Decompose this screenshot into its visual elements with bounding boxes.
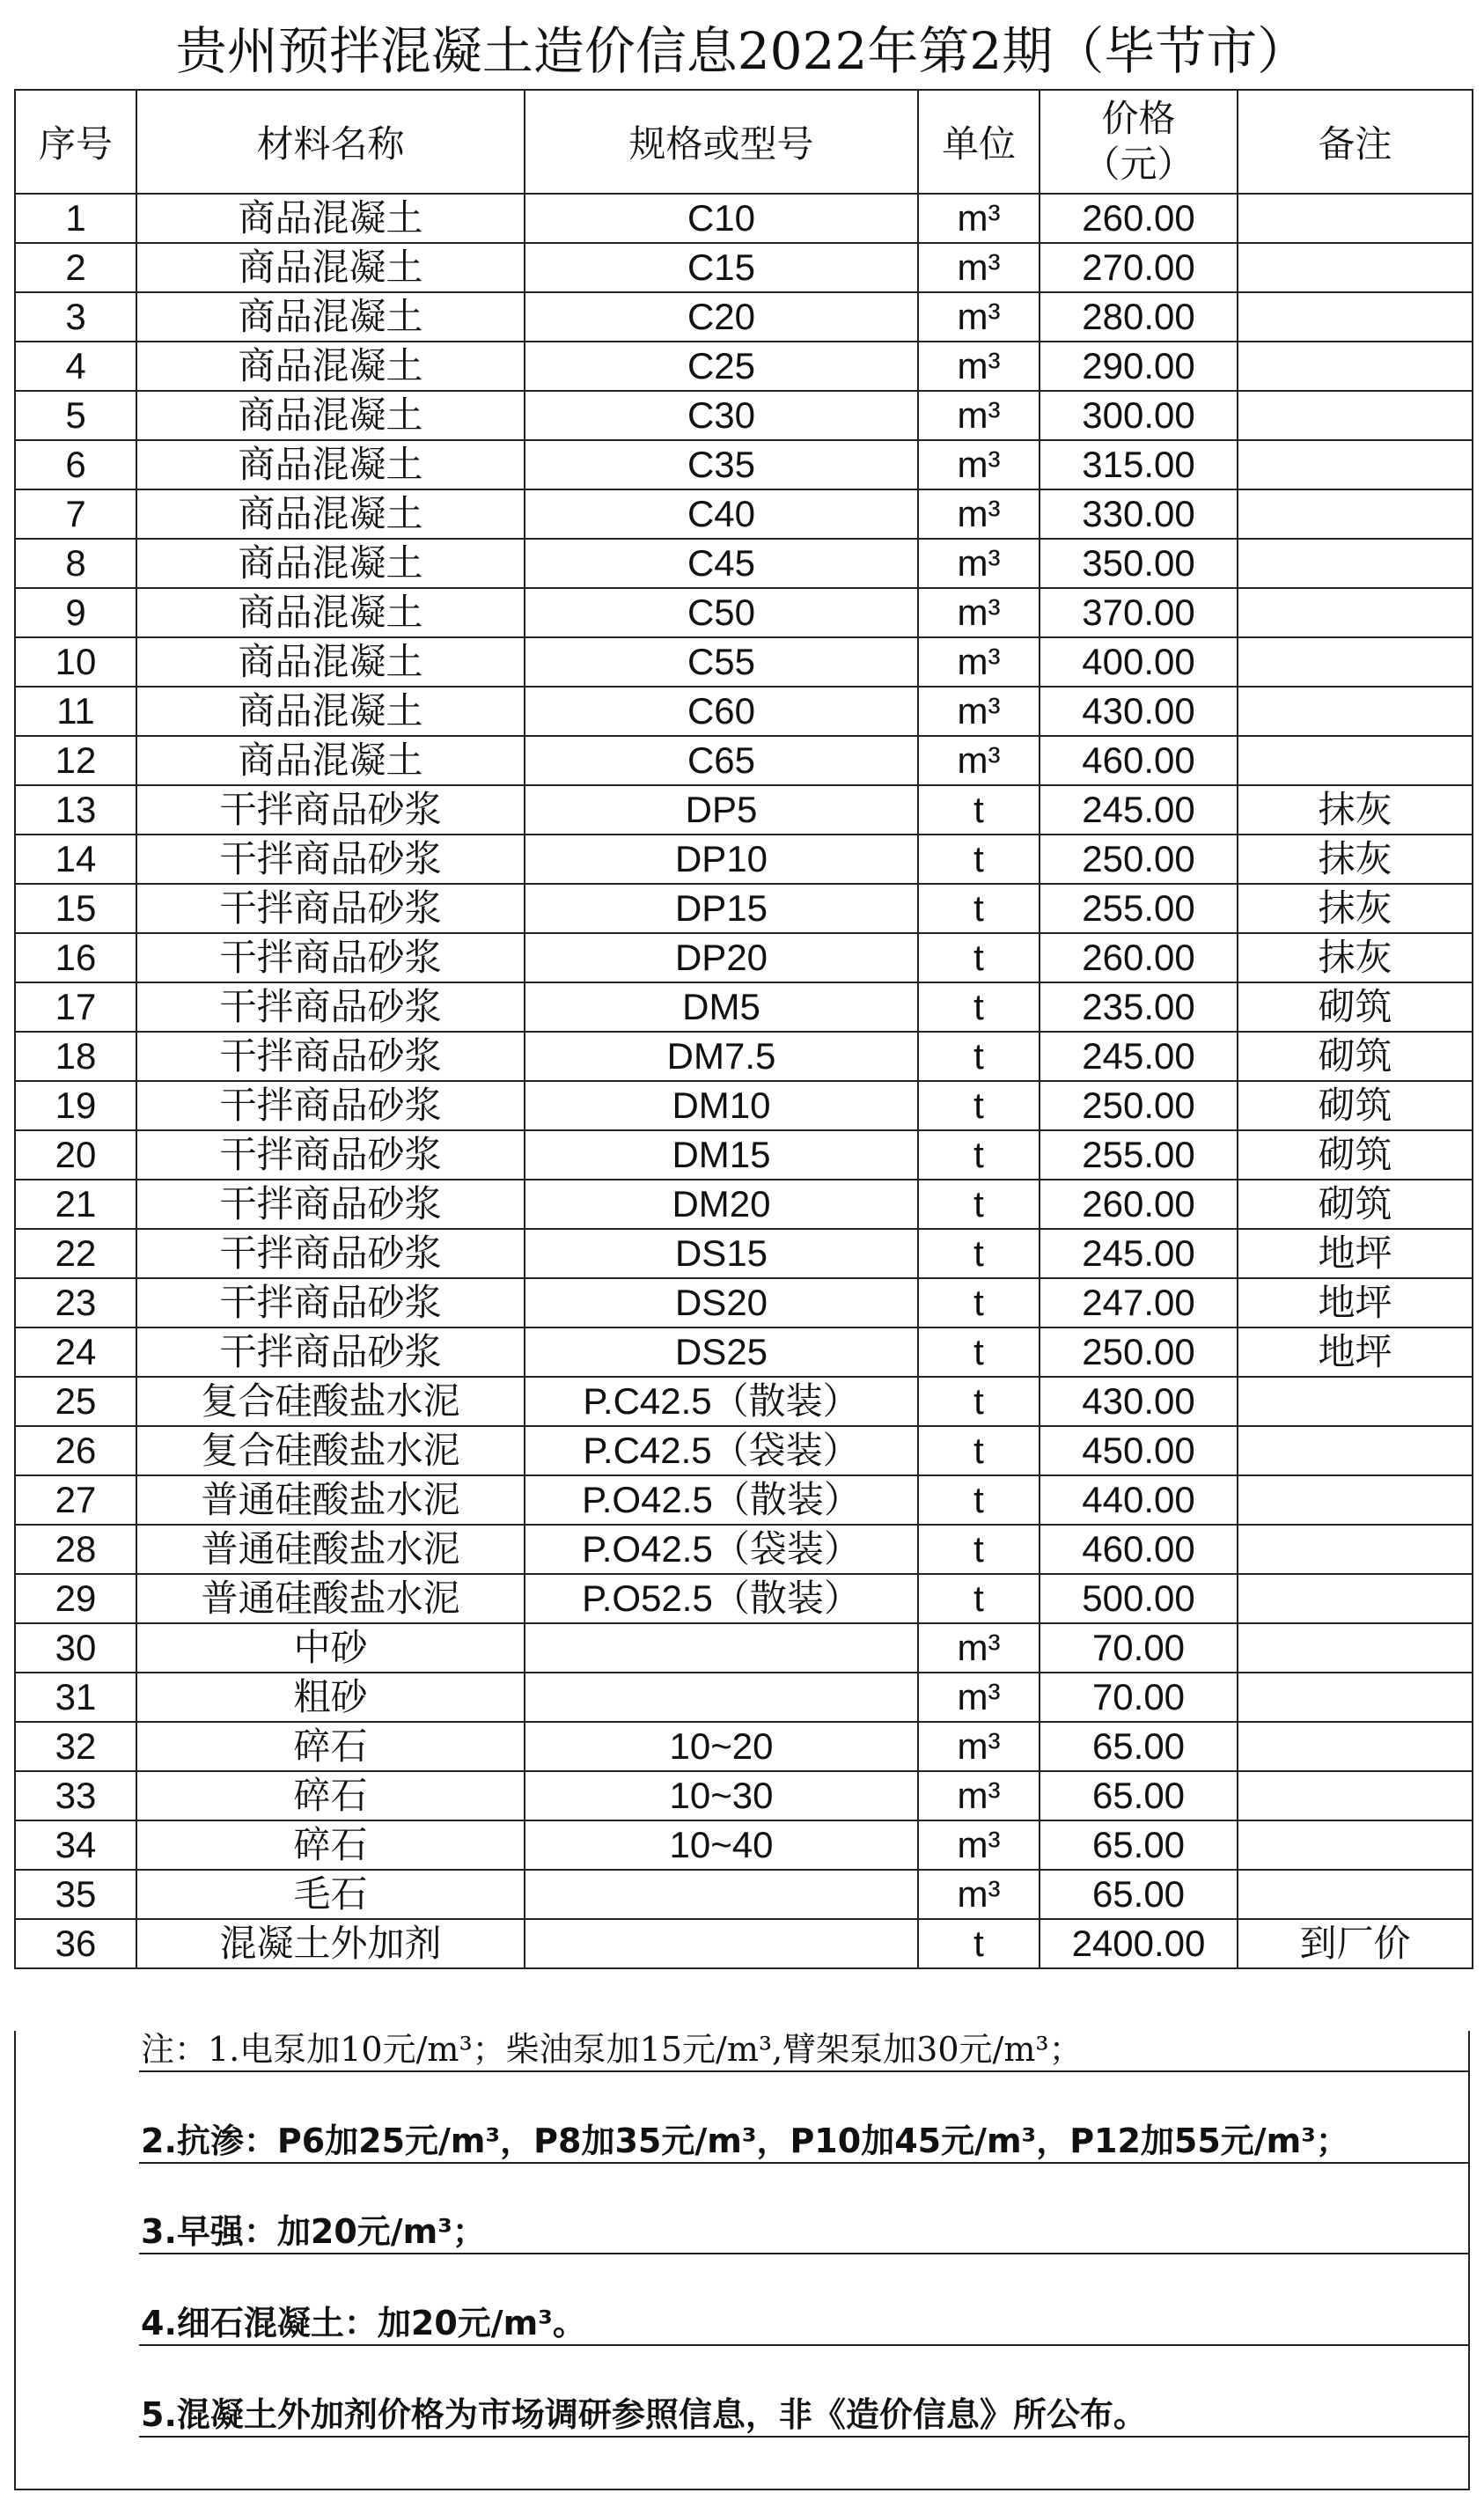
cell-material-name: 商品混凝土 [136,588,525,637]
cell-price: 65.00 [1040,1820,1238,1870]
table-row [15,243,1473,292]
cell-remark [1238,1623,1473,1673]
cell-price: 260.00 [1040,194,1238,243]
cell-price: 250.00 [1040,835,1238,884]
cell-remark: 地坪 [1238,1229,1473,1278]
cell-unit: m³ [918,1673,1040,1722]
cell-spec: DS15 [525,1229,918,1278]
cell-spec: C20 [525,292,918,342]
cell-spec: C25 [525,342,918,391]
cell-remark: 砌筑 [1238,1032,1473,1081]
cell-price: 280.00 [1040,292,1238,342]
cell-remark [1238,1525,1473,1574]
table-row [15,1377,1473,1426]
table-row [15,1574,1473,1623]
cell-material-name: 干拌商品砂浆 [136,1180,525,1229]
cell-seq: 24 [15,1327,136,1377]
cell-material-name: 中砂 [136,1623,525,1673]
cell-unit: t [918,1278,1040,1327]
cell-unit: m³ [918,1771,1040,1820]
cell-spec: C30 [525,391,918,440]
cell-remark [1238,194,1473,243]
cell-price: 440.00 [1040,1475,1238,1525]
cell-unit: t [918,1032,1040,1081]
cell-unit: t [918,1919,1040,1968]
cell-seq: 33 [15,1771,136,1820]
page-title: 贵州预拌混凝土造价信息2022年第2期（毕节市） [175,21,1309,81]
table-row [15,1327,1473,1377]
cell-spec: 10~40 [525,1820,918,1870]
cell-seq: 4 [15,342,136,391]
cell-material-name: 碎石 [136,1820,525,1870]
table-row [15,539,1473,588]
cell-unit: m³ [918,489,1040,539]
table-row [15,1475,1473,1525]
table-row [15,1870,1473,1919]
cell-remark [1238,1820,1473,1870]
cell-material-name: 干拌商品砂浆 [136,1081,525,1130]
cell-spec: C15 [525,243,918,292]
cell-remark: 抹灰 [1238,884,1473,933]
cell-remark [1238,1475,1473,1525]
cell-unit: t [918,835,1040,884]
table-row [15,1623,1473,1673]
cell-spec: C40 [525,489,918,539]
table-row [15,884,1473,933]
cell-unit: t [918,1426,1040,1475]
cell-material-name: 复合硅酸盐水泥 [136,1426,525,1475]
cell-material-name: 商品混凝土 [136,489,525,539]
cell-price: 370.00 [1040,588,1238,637]
cell-spec: C60 [525,687,918,736]
cell-remark: 砌筑 [1238,1130,1473,1180]
cell-spec: P.O42.5（袋装） [525,1525,918,1574]
cell-material-name: 商品混凝土 [136,440,525,489]
cell-remark [1238,342,1473,391]
cell-seq: 21 [15,1180,136,1229]
cell-remark [1238,391,1473,440]
table-row [15,1919,1473,1968]
cell-remark: 砌筑 [1238,1081,1473,1130]
table-row [15,1525,1473,1574]
cell-remark [1238,1574,1473,1623]
cell-price: 430.00 [1040,687,1238,736]
cell-material-name: 普通硅酸盐水泥 [136,1525,525,1574]
cell-remark: 抹灰 [1238,933,1473,982]
cell-seq: 32 [15,1722,136,1771]
cell-unit: t [918,933,1040,982]
cell-seq: 8 [15,539,136,588]
cell-price: 70.00 [1040,1623,1238,1673]
cell-material-name: 商品混凝土 [136,637,525,687]
cell-spec: C10 [525,194,918,243]
header-price-line2: （元） [1083,143,1194,186]
cell-seq: 14 [15,835,136,884]
cell-remark: 砌筑 [1238,982,1473,1032]
table-row [15,1673,1473,1722]
cell-unit: m³ [918,736,1040,785]
note-5: 5.混凝土外加剂价格为市场调研参照信息，非《造价信息》所公布。 [141,2395,1147,2434]
note-1: 注：1.电泵加10元/m³；柴油泵加15元/m³,臂架泵加30元/m³； [141,2030,1083,2069]
table-row [15,1820,1473,1870]
cell-price: 245.00 [1040,785,1238,835]
cell-spec: DP15 [525,884,918,933]
cell-price: 247.00 [1040,1278,1238,1327]
cell-spec: 10~20 [525,1722,918,1771]
cell-spec: DS20 [525,1278,918,1327]
cell-remark [1238,1870,1473,1919]
cell-price: 245.00 [1040,1032,1238,1081]
cell-remark [1238,1771,1473,1820]
table-row [15,342,1473,391]
table-row [15,391,1473,440]
cell-material-name: 干拌商品砂浆 [136,1278,525,1327]
note-4: 4.细石混凝土：加20元/m³。 [141,2304,586,2342]
table-row [15,440,1473,489]
table-row [15,1229,1473,1278]
table-row [15,489,1473,539]
cell-spec: DM7.5 [525,1032,918,1081]
cell-material-name: 商品混凝土 [136,539,525,588]
note-rule [139,2344,1470,2388]
cell-unit: t [918,1377,1040,1426]
cell-material-name: 干拌商品砂浆 [136,884,525,933]
table-row [15,835,1473,884]
header-price [1040,90,1238,194]
cell-price: 65.00 [1040,1870,1238,1919]
header-spec: 规格或型号 [525,90,918,194]
cell-spec: P.C42.5（袋装） [525,1426,918,1475]
cell-remark [1238,539,1473,588]
cell-seq: 20 [15,1130,136,1180]
cell-material-name: 毛石 [136,1870,525,1919]
cell-remark [1238,243,1473,292]
cell-seq: 3 [15,292,136,342]
cell-remark: 地坪 [1238,1327,1473,1377]
note-rule [139,2253,1470,2297]
cell-seq: 10 [15,637,136,687]
cell-price: 430.00 [1040,1377,1238,1426]
cell-seq: 23 [15,1278,136,1327]
cell-price: 290.00 [1040,342,1238,391]
cell-spec: C45 [525,539,918,588]
cell-remark [1238,292,1473,342]
cell-seq: 19 [15,1081,136,1130]
cell-seq: 5 [15,391,136,440]
table-row [15,1278,1473,1327]
cell-material-name: 粗砂 [136,1673,525,1722]
cell-unit: m³ [918,391,1040,440]
cell-price: 460.00 [1040,1525,1238,1574]
cell-seq: 34 [15,1820,136,1870]
cell-material-name: 干拌商品砂浆 [136,1032,525,1081]
note-2: 2.抗渗：P6加25元/m³，P8加35元/m³，P10加45元/m³，P12加55元/m³； [141,2122,1349,2160]
cell-unit: m³ [918,243,1040,292]
cell-material-name: 碎石 [136,1771,525,1820]
cell-spec: C50 [525,588,918,637]
cell-unit: m³ [918,1870,1040,1919]
cell-price: 255.00 [1040,884,1238,933]
cell-price: 300.00 [1040,391,1238,440]
cell-unit: t [918,982,1040,1032]
cell-unit: t [918,1525,1040,1574]
cell-material-name: 普通硅酸盐水泥 [136,1574,525,1623]
cell-price: 350.00 [1040,539,1238,588]
table-row [15,1081,1473,1130]
cell-unit: t [918,1327,1040,1377]
cell-remark: 抹灰 [1238,835,1473,884]
cell-seq: 36 [15,1919,136,1968]
cell-seq: 6 [15,440,136,489]
cell-spec: DP20 [525,933,918,982]
cell-remark: 到厂价 [1238,1919,1473,1968]
header-unit: 单位 [918,90,1040,194]
cell-seq: 7 [15,489,136,539]
cell-spec: DM20 [525,1180,918,1229]
table-row [15,1032,1473,1081]
cell-remark [1238,1673,1473,1722]
cell-price: 450.00 [1040,1426,1238,1475]
cell-material-name: 商品混凝土 [136,687,525,736]
header-name: 材料名称 [136,90,525,194]
cell-unit: t [918,785,1040,835]
cell-unit: m³ [918,1623,1040,1673]
cell-spec: DS25 [525,1327,918,1377]
cell-material-name: 商品混凝土 [136,342,525,391]
cell-spec [525,1673,918,1722]
cell-material-name: 干拌商品砂浆 [136,835,525,884]
cell-remark [1238,588,1473,637]
header-remark: 备注 [1238,90,1473,194]
cell-price: 70.00 [1040,1673,1238,1722]
cell-spec: DM15 [525,1130,918,1180]
cell-remark [1238,1722,1473,1771]
cell-spec: DP5 [525,785,918,835]
cell-material-name: 干拌商品砂浆 [136,1327,525,1377]
cell-material-name: 商品混凝土 [136,391,525,440]
cell-seq: 12 [15,736,136,785]
cell-unit: m³ [918,588,1040,637]
cell-price: 245.00 [1040,1229,1238,1278]
cell-unit: m³ [918,637,1040,687]
cell-unit: m³ [918,1722,1040,1771]
cell-seq: 2 [15,243,136,292]
table-body [15,194,1473,1968]
cell-seq: 18 [15,1032,136,1081]
cell-spec: C55 [525,637,918,687]
cell-spec: 10~30 [525,1771,918,1820]
price-table [14,89,1473,1969]
cell-price: 500.00 [1040,1574,1238,1623]
cell-unit: t [918,1574,1040,1623]
cell-unit: t [918,1180,1040,1229]
cell-price: 65.00 [1040,1722,1238,1771]
table-row [15,588,1473,637]
cell-price: 260.00 [1040,1180,1238,1229]
cell-price: 270.00 [1040,243,1238,292]
cell-material-name: 商品混凝土 [136,736,525,785]
cell-material-name: 商品混凝土 [136,194,525,243]
cell-price: 2400.00 [1040,1919,1238,1968]
cell-seq: 27 [15,1475,136,1525]
cell-material-name: 干拌商品砂浆 [136,785,525,835]
note-rule [139,2070,1470,2114]
note-rule [139,2436,1470,2480]
cell-material-name: 商品混凝土 [136,292,525,342]
table-row [15,1771,1473,1820]
cell-remark: 砌筑 [1238,1180,1473,1229]
table-row [15,687,1473,736]
cell-price: 235.00 [1040,982,1238,1032]
cell-price: 400.00 [1040,637,1238,687]
cell-price: 250.00 [1040,1327,1238,1377]
cell-remark [1238,1426,1473,1475]
table-row [15,1180,1473,1229]
header-seq: 序号 [15,90,136,194]
cell-remark [1238,637,1473,687]
cell-spec [525,1623,918,1673]
cell-seq: 1 [15,194,136,243]
table-row [15,736,1473,785]
cell-price: 315.00 [1040,440,1238,489]
cell-spec: P.O42.5（散装） [525,1475,918,1525]
cell-price: 460.00 [1040,736,1238,785]
cell-remark: 地坪 [1238,1278,1473,1327]
note-3: 3.早强：加20元/m³； [141,2212,486,2251]
cell-seq: 26 [15,1426,136,1475]
cell-seq: 11 [15,687,136,736]
cell-seq: 13 [15,785,136,835]
cell-unit: t [918,1475,1040,1525]
cell-spec: DP10 [525,835,918,884]
table-row [15,785,1473,835]
table-header-row [15,90,1473,194]
cell-seq: 15 [15,884,136,933]
cell-seq: 17 [15,982,136,1032]
cell-material-name: 干拌商品砂浆 [136,982,525,1032]
cell-price: 65.00 [1040,1771,1238,1820]
cell-unit: m³ [918,440,1040,489]
cell-unit: m³ [918,292,1040,342]
cell-remark [1238,736,1473,785]
header-price-line1: 价格 [1101,97,1176,140]
cell-unit: m³ [918,342,1040,391]
table-row [15,1722,1473,1771]
cell-seq: 29 [15,1574,136,1623]
cell-unit: t [918,1130,1040,1180]
cell-remark [1238,687,1473,736]
cell-remark: 抹灰 [1238,785,1473,835]
cell-unit: m³ [918,687,1040,736]
cell-remark [1238,489,1473,539]
cell-seq: 9 [15,588,136,637]
cell-spec: P.O52.5（散装） [525,1574,918,1623]
cell-price: 250.00 [1040,1081,1238,1130]
cell-seq: 22 [15,1229,136,1278]
cell-unit: m³ [918,194,1040,243]
cell-spec: C65 [525,736,918,785]
cell-price: 255.00 [1040,1130,1238,1180]
table-row [15,637,1473,687]
table-row [15,982,1473,1032]
table-row [15,1130,1473,1180]
note-rule [139,2162,1470,2206]
table-row [15,292,1473,342]
notes-section [14,2031,1470,2490]
table-row [15,194,1473,243]
cell-material-name: 碎石 [136,1722,525,1771]
cell-seq: 16 [15,933,136,982]
cell-material-name: 干拌商品砂浆 [136,1130,525,1180]
cell-unit: m³ [918,1820,1040,1870]
cell-material-name: 干拌商品砂浆 [136,933,525,982]
cell-material-name: 复合硅酸盐水泥 [136,1377,525,1426]
cell-unit: t [918,1081,1040,1130]
cell-unit: t [918,1229,1040,1278]
table-row [15,1426,1473,1475]
cell-seq: 35 [15,1870,136,1919]
cell-unit: m³ [918,539,1040,588]
cell-remark [1238,1377,1473,1426]
cell-seq: 25 [15,1377,136,1426]
cell-material-name: 商品混凝土 [136,243,525,292]
cell-spec [525,1870,918,1919]
cell-price: 260.00 [1040,933,1238,982]
cell-price: 330.00 [1040,489,1238,539]
cell-spec [525,1919,918,1968]
cell-seq: 30 [15,1623,136,1673]
table-row [15,933,1473,982]
cell-seq: 31 [15,1673,136,1722]
cell-seq: 28 [15,1525,136,1574]
cell-material-name: 混凝土外加剂 [136,1919,525,1968]
cell-unit: t [918,884,1040,933]
cell-spec: DM10 [525,1081,918,1130]
cell-material-name: 普通硅酸盐水泥 [136,1475,525,1525]
cell-remark [1238,440,1473,489]
cell-spec: P.C42.5（散装） [525,1377,918,1426]
cell-spec: DM5 [525,982,918,1032]
cell-material-name: 干拌商品砂浆 [136,1229,525,1278]
cell-spec: C35 [525,440,918,489]
